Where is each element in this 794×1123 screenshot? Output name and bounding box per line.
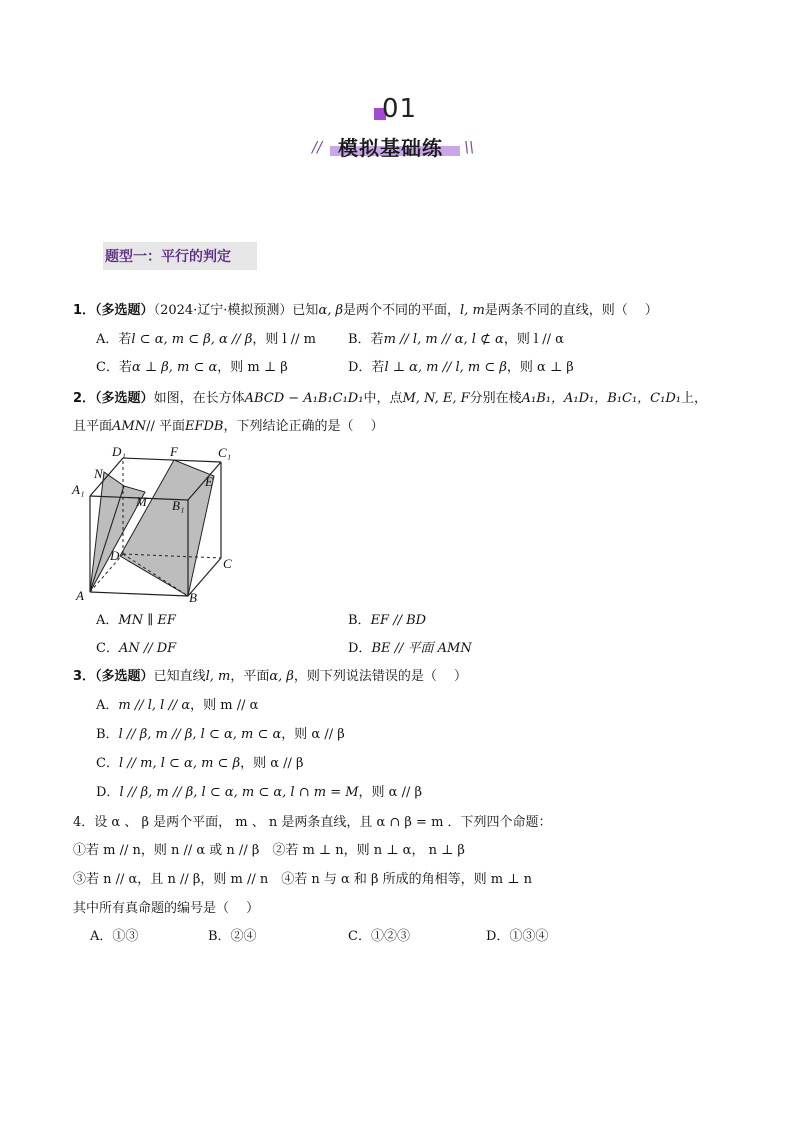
q3-tag: （多选题） (95, 669, 154, 684)
type-heading-text: 题型一：平行的判定 (105, 249, 231, 265)
q4-number: 4． (73, 815, 95, 830)
q3-option-d[interactable] (96, 784, 422, 802)
option-math: l // β, m // β, l ⊂ α, m ⊂ α, l ∩ m = M (119, 785, 359, 800)
q4-option-b[interactable]: B．②④ (208, 929, 257, 944)
q2-option-d[interactable] (348, 640, 472, 658)
option-tail: ，则 α // β (240, 756, 304, 771)
q2-number: 2． (73, 391, 96, 406)
cuboid-figure (70, 440, 250, 605)
q3-option-a[interactable] (96, 697, 258, 715)
q3-stem (73, 668, 467, 686)
q4-props-line2: ③若 n // α，且 n // β，则 m // n ④若 n 与 α 和 β 所成的角相等，则 m ⊥ n (73, 872, 532, 887)
q4-option-d[interactable]: D．①③④ (486, 929, 549, 944)
q2-option-a[interactable] (96, 612, 176, 630)
q3-stem-c: ，则下列说法错误的是（ ） (293, 669, 468, 684)
q2-stem-c: 分别在棱 (469, 391, 522, 406)
option-label: A． (96, 698, 119, 713)
option-math: m // l, l // α (118, 698, 191, 713)
q1-stem-math-a: α, β (318, 303, 343, 318)
q1-tag: （多选题） (95, 303, 154, 318)
q2-stem-d: 上， (680, 391, 707, 406)
label-a1: A₁ (72, 482, 85, 497)
q4-stem-text: 设 α 、 β 是两个平面， m 、 n 是两条直线，且 α ∩ β = m ．下列四个命题： (94, 815, 552, 830)
label-d: D (110, 548, 120, 563)
q4-option-a[interactable]: A．①③ (90, 929, 139, 944)
q4-props-line1: ①若 m // n，则 n // α 或 n // β ②若 m ⊥ n，则 n ⊥ α， n ⊥ β (73, 843, 465, 858)
q2-stem-math-c: A₁B₁，A₁D₁，B₁C₁，C₁D₁ (521, 391, 681, 406)
type-heading (103, 242, 257, 270)
q1-stem-a: 已知 (292, 303, 319, 318)
label-n: N (94, 466, 103, 481)
q3-option-c[interactable] (96, 755, 304, 773)
edge-ab (90, 592, 188, 596)
q3-option-b[interactable] (96, 726, 345, 744)
q2-stem-line2a: 且平面 (73, 419, 113, 434)
q2-option-c[interactable] (96, 640, 176, 658)
q2-stem-b: 中，点 (363, 391, 403, 406)
label-m: M (136, 494, 147, 509)
q2-stem-a: 如图，在长方体 (153, 391, 245, 406)
option-label: C． (96, 641, 119, 656)
q3-stem-math-a: l, m (205, 669, 231, 684)
option-math: EF // BD (370, 613, 427, 628)
q1-number: 1． (73, 303, 96, 318)
q1-option-c[interactable] (96, 359, 288, 377)
q4-question: 其中所有真命题的编号是（ ） (73, 901, 260, 916)
option-math: l ⊂ α, m ⊂ β, α // β (131, 332, 253, 347)
q1-option-a[interactable] (96, 331, 316, 349)
option-math: BE // 平面 AMN (371, 641, 472, 656)
option-label: D． (96, 785, 120, 800)
q1-stem-b: 是两个不同的平面， (343, 303, 461, 318)
section-title-text: 模拟基础练 (338, 136, 443, 160)
option-tail: ，则 α // β (281, 727, 345, 742)
label-c: C (223, 556, 232, 571)
option-math: l // β, m // β, l ⊂ α, m ⊂ α (118, 727, 282, 742)
q2-stem-math-f: EFDB (185, 419, 224, 434)
option-tail: ，则 m // α (190, 698, 259, 713)
q3-number: 3． (73, 669, 96, 684)
q4-option-c[interactable]: C．①②③ (348, 929, 410, 944)
option-tail: ，则 m ⊥ β (217, 360, 288, 375)
label-d1: D₁ (112, 444, 126, 459)
option-math: MN ∥ EF (118, 613, 176, 628)
q2-stem-line2c: ，下列结论正确的是（ ） (223, 419, 384, 434)
option-math: α ⊥ β, m ⊂ α (131, 360, 218, 375)
plane-efdb (120, 460, 214, 596)
q3-stem-a: 已知直线 (153, 669, 206, 684)
q1-stem-c: 是两条不同的直线，则（ ） (484, 303, 658, 318)
q2-tag: （多选题） (95, 391, 154, 406)
label-b1: B₁ (172, 498, 185, 513)
option-math: l ⊥ α, m // l, m ⊂ β (384, 360, 507, 375)
q1-source: （2024·辽宁·模拟预测） (153, 303, 293, 318)
q2-stem-line2 (73, 418, 384, 436)
section-number (374, 94, 418, 124)
option-tail: ，则 l // α (503, 332, 564, 347)
slash-left-decoration: // (312, 138, 323, 156)
q2-stem-line1 (73, 390, 707, 408)
option-label: A． (96, 613, 119, 628)
option-label: C．若 (96, 360, 132, 375)
option-math: AN // DF (118, 641, 177, 656)
q1-option-d[interactable] (348, 359, 574, 377)
option-label: C． (96, 756, 119, 771)
q4-stem (73, 814, 552, 832)
option-math: l // m, l ⊂ α, m ⊂ β (118, 756, 241, 771)
q2-stem-math-e: AMN (112, 419, 147, 434)
label-e: E (205, 474, 213, 489)
q1-option-b[interactable] (348, 331, 564, 349)
option-label: A．若 (96, 332, 132, 347)
label-b: B (189, 590, 197, 605)
option-label: B．若 (348, 332, 384, 347)
label-f: F (170, 444, 178, 459)
section-title (312, 132, 482, 160)
q1-stem-math-b: l, m (460, 303, 485, 318)
option-label: B． (348, 613, 371, 628)
option-tail: ，则 l // m (252, 332, 316, 347)
option-label: B． (96, 727, 119, 742)
q3-stem-math-b: α, β (269, 669, 294, 684)
q3-stem-b: ，平面 (230, 669, 270, 684)
option-tail: ，则 α ⊥ β (506, 360, 574, 375)
option-label: D． (348, 641, 372, 656)
q1-stem (73, 302, 658, 320)
q2-option-b[interactable] (348, 612, 426, 630)
section-number-text: 01 (382, 94, 418, 124)
q2-stem-math-b: M, N, E, F (402, 391, 470, 406)
label-a: A (76, 588, 84, 603)
option-label: D．若 (348, 360, 385, 375)
slash-right-decoration: \\ (464, 138, 475, 156)
option-tail: ，则 α // β (358, 785, 422, 800)
option-math: m // l, m // α, l ⊄ α (383, 332, 504, 347)
q2-stem-math-a: ABCD − A₁B₁C₁D₁ (244, 391, 364, 406)
label-c1: C₁ (218, 445, 232, 460)
q2-stem-line2b: // 平面 (146, 419, 185, 434)
